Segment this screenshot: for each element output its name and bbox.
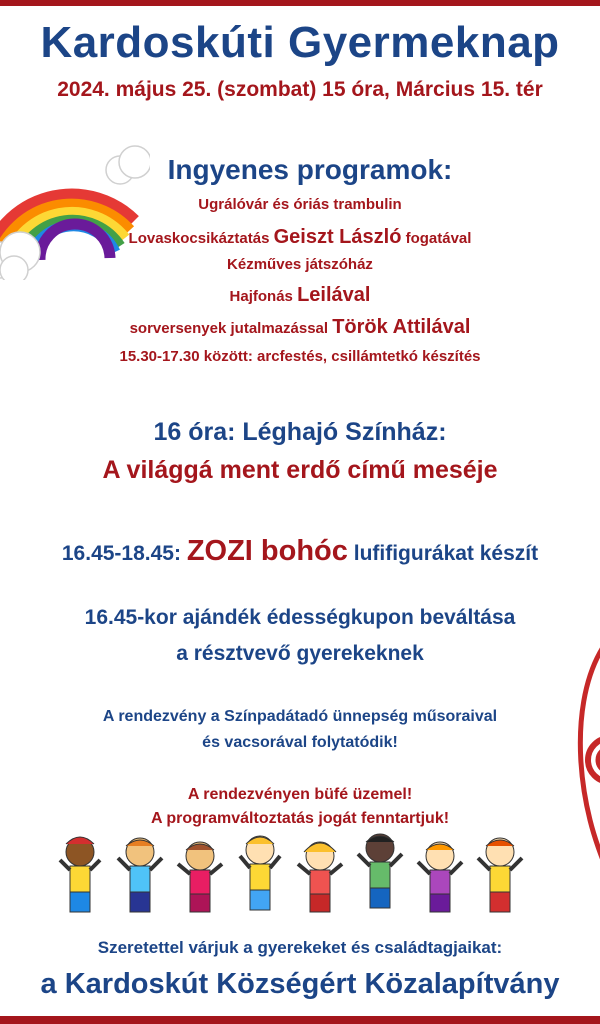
program-person: Török Attilával [332,316,471,338]
top-red-bar [0,0,600,6]
program-line [0,316,600,339]
clown-name: ZOZI bohóc [186,535,348,567]
program-line: 15.30-17.30 között: arcfestés, csillámtetkó készítés [119,348,481,365]
program-text: fogatával [401,230,472,247]
clown-text: lufifigurákat készít [347,542,539,565]
invite-line: Szeretettel várjuk a gyerekeket és családtagjaikat: [97,938,503,957]
program-text: Hajfonás [229,288,298,305]
program-line [0,226,600,249]
program-person: Geiszt László [273,226,402,248]
buffet-line: A programváltoztatás jogát fenntartjuk! [150,810,450,827]
buffet-line: A rendezvényen büfé üzemel! [187,786,413,803]
gift-line: 16.45-kor ajándék édességkupon beváltása [84,606,516,629]
free-programs-heading: Ingyenes programok: [167,154,453,185]
event-date-line: 2024. május 25. (szombat) 15 óra, Március 15. tér [57,78,543,101]
program-line: Kézműves játszóház [227,256,373,273]
program-line [0,284,600,307]
organizer-name: a Kardoskút Községért Közalapítvány [40,968,560,1000]
program-person: Leilával [297,284,371,306]
gift-line: a résztvevő gyerekeknek [176,642,424,665]
bottom-red-bar [0,1016,600,1024]
program-line: Ugrálóvár és óriás trambulin [198,196,402,213]
theatre-line: 16 óra: Léghajó Színház: [153,418,447,446]
program-text: sorversenyek jutalmazással [129,320,333,337]
clown-line [0,535,600,568]
rainbow-illustration [0,110,150,280]
continuation-line: A rendezvény a Színpadátadó ünnepség műsoraival [102,708,498,725]
jumping-kids-illustration [40,830,540,930]
theatre-title: A világgá ment erdő című meséje [102,456,498,484]
continuation-line: és vacsorával folytatódik! [202,734,398,751]
clown-time: 16.45-18.45: [61,542,187,565]
program-text: Lovaskocsikáztatás [128,230,274,247]
poster-title: Kardoskúti Gyermeknap [40,18,560,67]
